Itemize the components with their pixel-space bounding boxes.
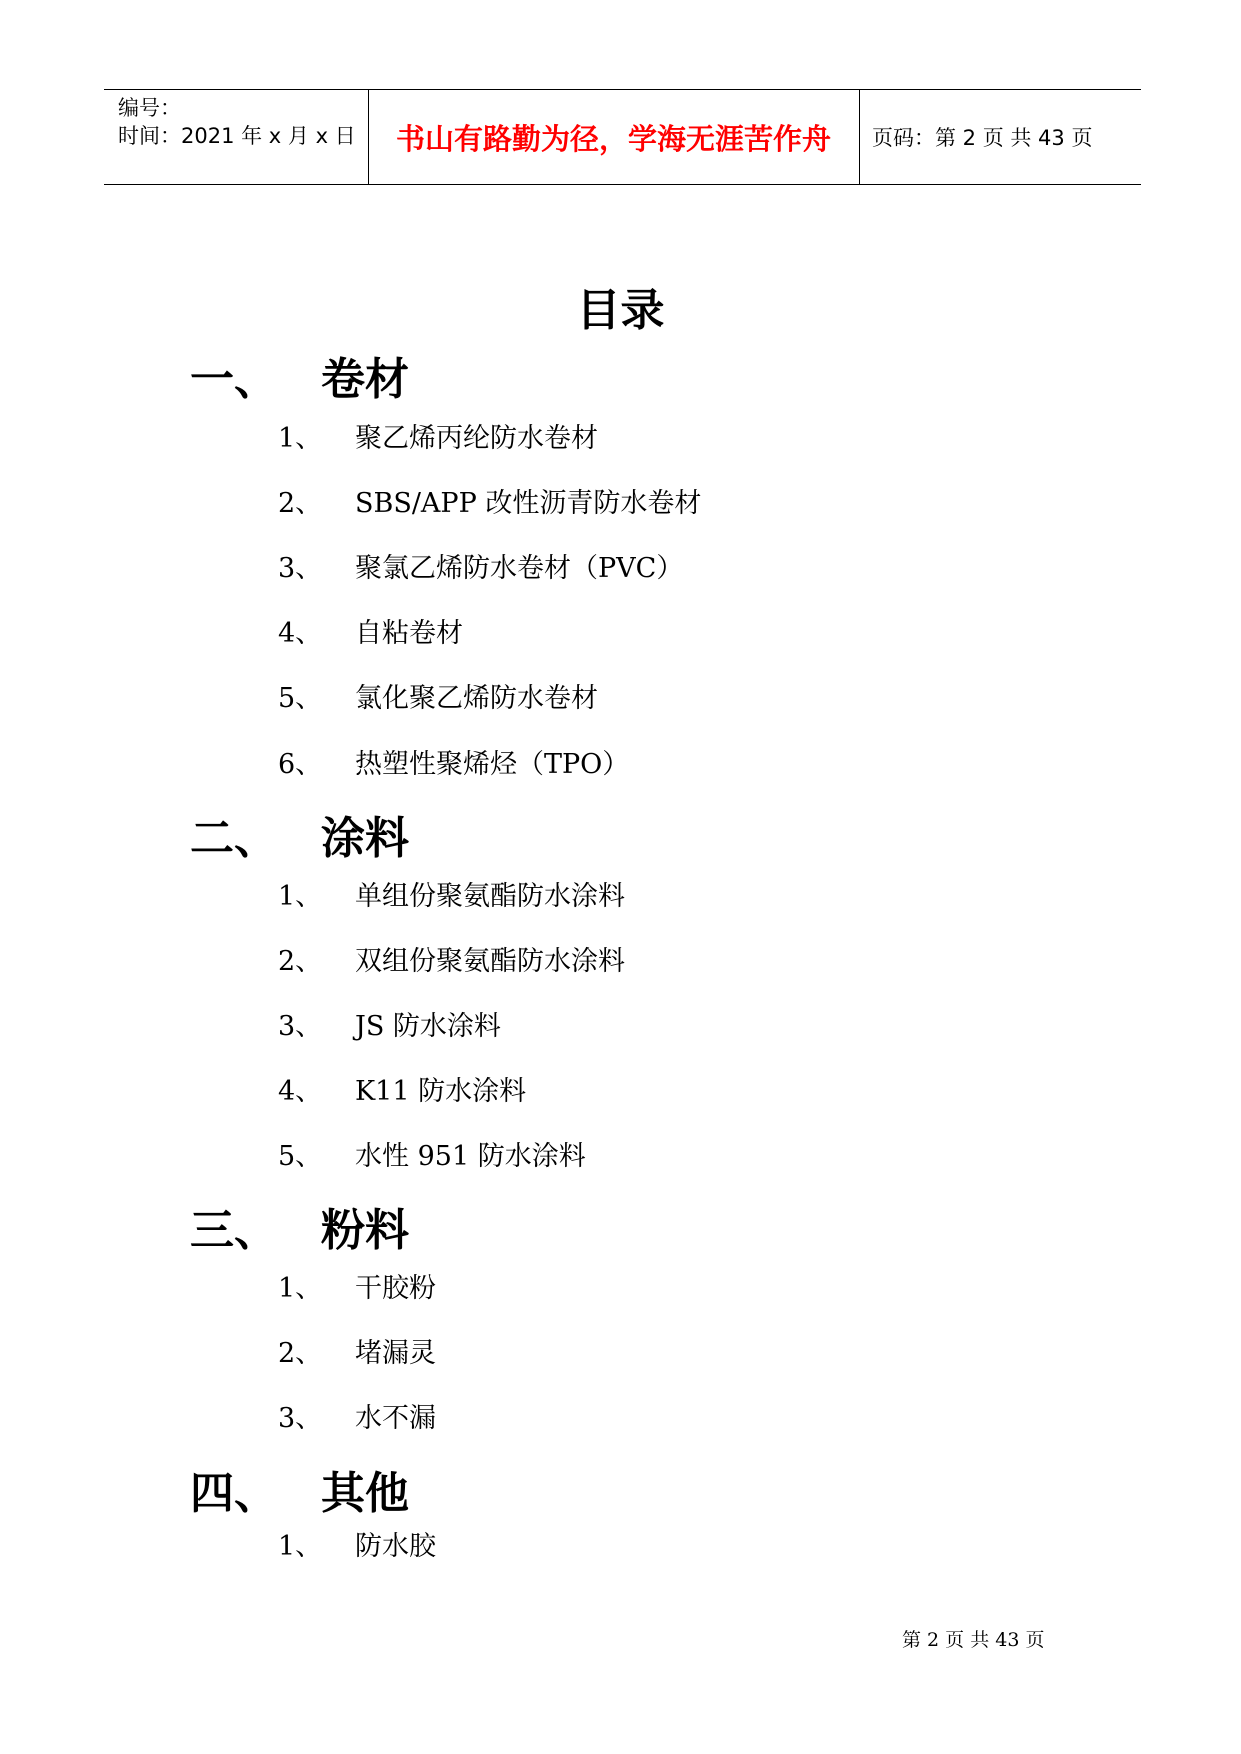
toc-item-label: 自粘卷材 xyxy=(355,617,463,649)
toc-item xyxy=(278,1267,436,1303)
toc-item xyxy=(278,482,701,518)
section-number: 二、 xyxy=(190,813,278,864)
toc-item-label: 干胶粉 xyxy=(355,1272,436,1304)
page-title: 目录 xyxy=(576,285,665,336)
toc-item-label: 氯化聚乙烯防水卷材 xyxy=(355,682,598,714)
section-label: 涂料 xyxy=(321,813,409,864)
section-number: 四、 xyxy=(190,1468,278,1519)
toc-item-number: 5、 xyxy=(278,1140,323,1172)
toc-item-label: 聚乙烯丙纶防水卷材 xyxy=(355,422,598,454)
toc-item xyxy=(278,743,629,779)
toc-item-number: 6、 xyxy=(278,748,323,780)
document-number-label: 编号： xyxy=(118,96,181,120)
toc-item-label: 防水胶 xyxy=(355,1530,436,1562)
toc-item-label: 水性 951 防水涂料 xyxy=(355,1140,586,1172)
toc-item-number: 2、 xyxy=(278,945,323,977)
toc-item xyxy=(278,1525,436,1561)
toc-item-number: 1、 xyxy=(278,1272,323,1304)
toc-item-number: 3、 xyxy=(278,1402,323,1434)
toc-section-heading xyxy=(190,345,409,405)
toc-section-heading xyxy=(190,804,409,864)
toc-item-label: K11 防水涂料 xyxy=(355,1075,527,1107)
toc-item xyxy=(278,875,625,911)
toc-item xyxy=(278,940,625,976)
section-label: 粉料 xyxy=(321,1205,409,1256)
header-page-label: 页码：第 2 页 共 43 页 xyxy=(872,126,1093,150)
toc-section-heading xyxy=(190,1196,409,1256)
toc-item xyxy=(278,677,598,713)
toc-item xyxy=(278,1005,501,1041)
toc-item-number: 5、 xyxy=(278,682,323,714)
section-number: 三、 xyxy=(190,1205,278,1256)
toc-item-label: 单组份聚氨酯防水涂料 xyxy=(355,880,625,912)
toc-item xyxy=(278,1135,586,1171)
section-label: 卷材 xyxy=(321,354,409,405)
section-label: 其他 xyxy=(321,1468,409,1519)
toc-item xyxy=(278,612,463,648)
toc-item-label: 堵漏灵 xyxy=(355,1337,436,1369)
toc-item xyxy=(278,1070,526,1106)
toc-item-number: 2、 xyxy=(278,487,323,519)
toc-item-label: 水不漏 xyxy=(355,1402,436,1434)
toc-item-number: 1、 xyxy=(278,422,323,454)
toc-item-label: SBS/APP 改性沥青防水卷材 xyxy=(355,487,702,519)
header-motto: 书山有路勤为径，学海无涯苦作舟 xyxy=(395,121,831,156)
toc-item-number: 1、 xyxy=(278,880,323,912)
toc-item-label: 聚氯乙烯防水卷材（PVC） xyxy=(355,552,684,584)
toc-item-number: 3、 xyxy=(278,1010,323,1042)
page-footer: 第 2 页 共 43 页 xyxy=(902,1629,1045,1651)
toc-item-number: 3、 xyxy=(278,552,323,584)
toc-item xyxy=(278,417,598,453)
toc-item xyxy=(278,1397,436,1433)
toc-section-heading xyxy=(190,1459,409,1519)
toc-item-number: 1、 xyxy=(278,1530,323,1562)
section-number: 一、 xyxy=(190,354,278,405)
toc-item-label: 双组份聚氨酯防水涂料 xyxy=(355,945,625,977)
toc-item-number: 4、 xyxy=(278,1075,323,1107)
toc-item xyxy=(278,1332,436,1368)
toc-item-number: 2、 xyxy=(278,1337,323,1369)
toc-item xyxy=(278,547,683,583)
toc-item-label: 热塑性聚烯烃（TPO） xyxy=(355,748,630,780)
toc-item-number: 4、 xyxy=(278,617,323,649)
toc-item-label: JS 防水涂料 xyxy=(355,1010,501,1042)
document-time-label: 时间：2021 年 x 月 x 日 xyxy=(118,124,356,148)
